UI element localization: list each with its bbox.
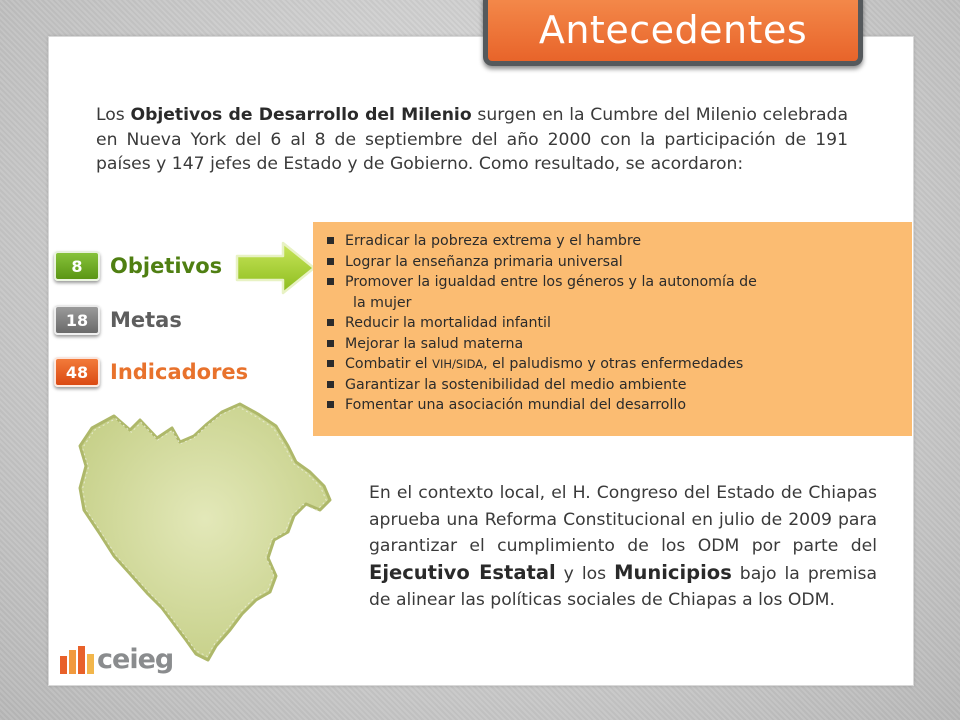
bullet-icon — [327, 381, 334, 388]
goal-text-continued: la mujer — [353, 294, 412, 311]
goal-item — [323, 231, 902, 252]
bullet-icon — [327, 360, 334, 367]
local-text-3: bajo la premisa de alinear las políticas sociales de Chiapas a los ODM. — [369, 563, 877, 610]
local-text-1: En el contexto local, el H. Congreso del Estado de Chiapas aprueba una Reforma Constitucional en julio de 2009 para garantizar el cumplimiento de los ODM por parte del — [369, 483, 877, 556]
goal-item — [323, 334, 902, 355]
ceieg-logo — [60, 644, 173, 675]
stat-label-objetivos: Objetivos — [110, 254, 223, 278]
goal-item — [323, 252, 902, 273]
arrow-right-icon — [235, 240, 317, 296]
bullet-icon — [327, 319, 334, 326]
goal-item — [323, 395, 902, 416]
stat-indicadores — [54, 356, 248, 388]
intro-suffix: surgen en la Cumbre del Milenio celebrada en Nueva York del 6 al 8 de septiembre del año 2000 con la participación de 191 países y 147 jefes de Estado y de Gobierno. Como resultado, se acordaron: — [96, 105, 848, 174]
goal-item — [323, 313, 902, 334]
logo-text: ceieg — [97, 644, 174, 675]
intro-paragraph — [96, 103, 848, 177]
stat-label-metas: Metas — [110, 308, 182, 332]
goal-text: Reducir la mortalidad infantil — [345, 315, 551, 331]
goal-text: Garantizar la sostenibilidad del medio ambiente — [345, 376, 687, 393]
goals-box — [313, 222, 912, 436]
goal-text-post: , el paludismo y otras enfermedades — [483, 356, 744, 372]
goal-text: Lograr la enseñanza primaria universal — [345, 253, 623, 270]
chiapas-map — [62, 400, 342, 665]
goals-list — [323, 231, 902, 416]
title-tab — [483, 0, 863, 66]
stat-objetivos — [54, 250, 222, 282]
stat-label-indicadores: Indicadores — [110, 360, 249, 384]
stat-metas — [54, 304, 182, 336]
stat-badge-indicadores: 48 — [54, 357, 100, 387]
goal-text: Mejorar la salud materna — [345, 335, 524, 352]
bullet-icon — [327, 278, 334, 285]
bullet-icon — [327, 258, 334, 265]
local-text-2: y los — [555, 563, 615, 584]
page-title: Antecedentes — [538, 7, 808, 52]
local-bold-municipios: Municipios — [614, 560, 732, 584]
intro-prefix: Los — [96, 105, 131, 125]
stat-badge-objetivos: 8 — [54, 251, 100, 281]
goal-text: Fomentar una asociación mundial del desarrollo — [345, 397, 687, 413]
local-bold-ejecutivo: Ejecutivo Estatal — [369, 560, 556, 584]
goal-text-pre: Combatir el — [345, 356, 433, 372]
local-context-paragraph — [369, 480, 877, 614]
bullet-icon — [327, 237, 334, 244]
goal-item — [323, 375, 902, 396]
intro-bold: Objetivos de Desarrollo del Milenio — [130, 105, 472, 125]
ceieg-logo-icon — [60, 646, 94, 674]
goal-item — [323, 272, 902, 313]
goal-item — [323, 354, 902, 375]
stat-badge-metas: 18 — [54, 305, 100, 335]
goal-text-small: VIH/SIDA — [432, 357, 484, 371]
goal-text: Promover la igualdad entre los géneros y la autonomía de — [345, 274, 757, 290]
bullet-icon — [327, 340, 334, 347]
goal-text: Erradicar la pobreza extrema y el hambre — [345, 233, 642, 249]
